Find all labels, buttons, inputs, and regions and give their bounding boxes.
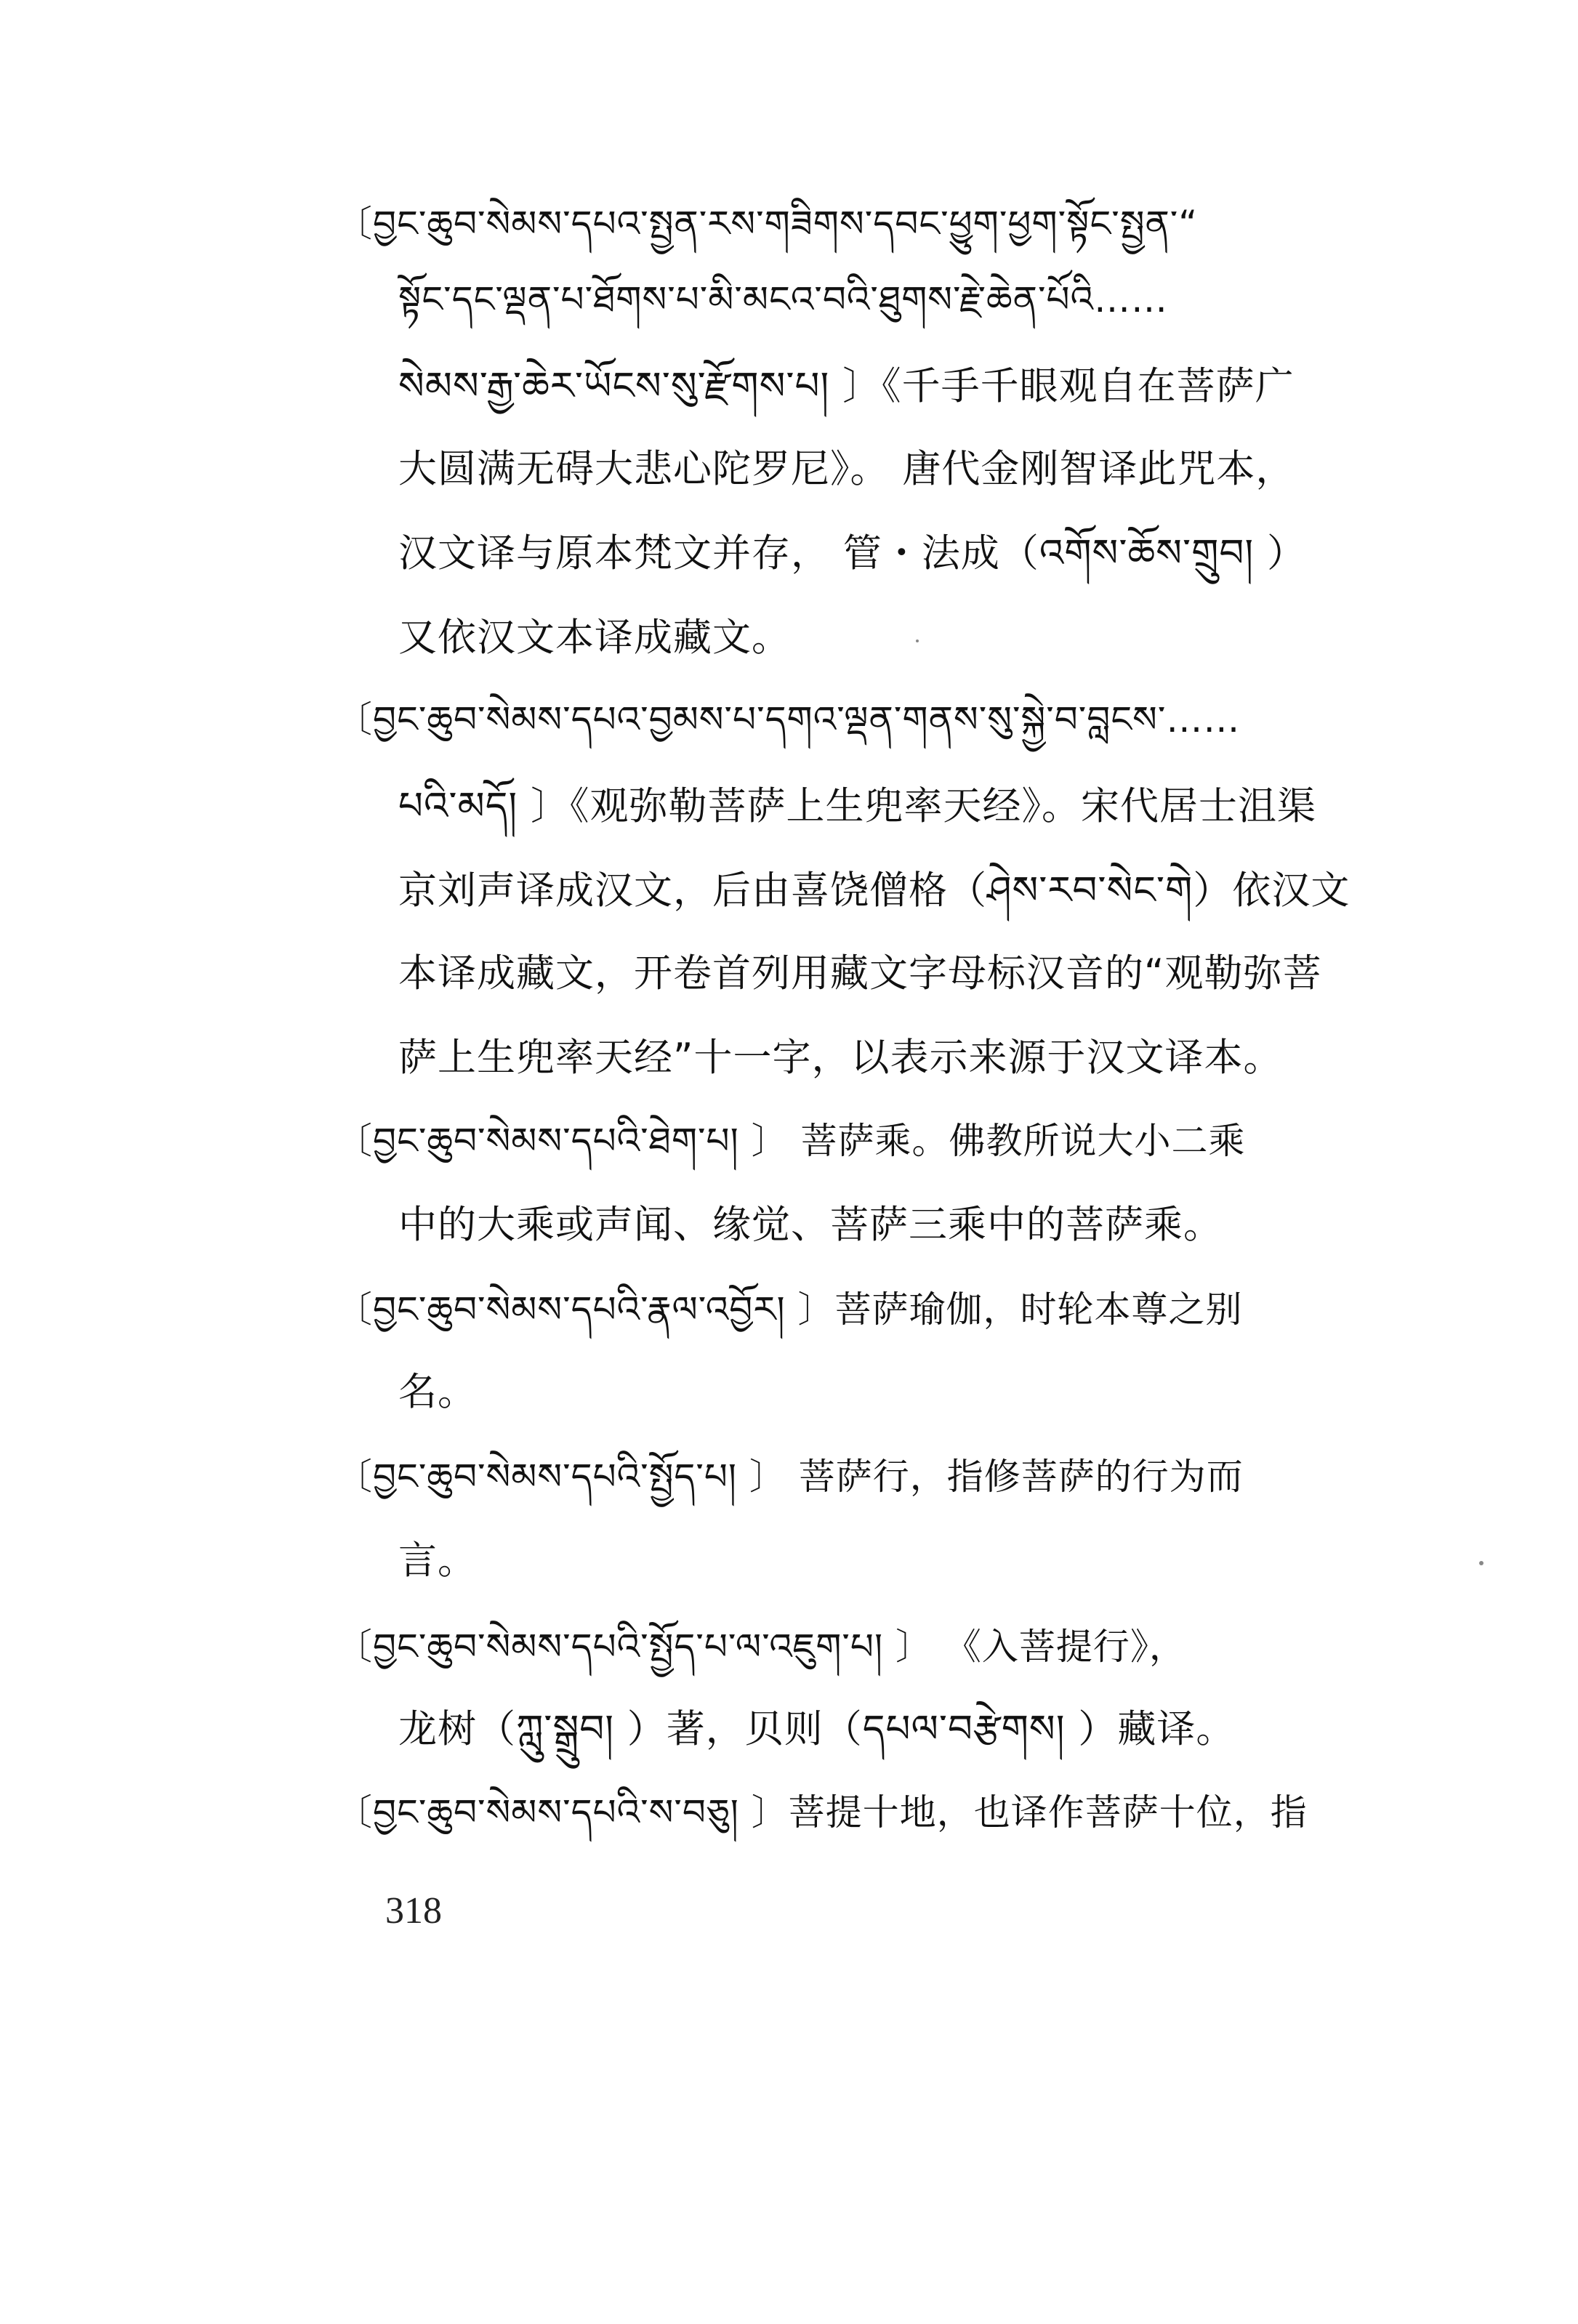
entry-line: 〔བྱང་ཆུབ་སེམས་དཔའི་ས་བཅུ། 〕菩提十地，也译作菩萨十位，指 <box>336 1791 1308 1833</box>
entry-line: 名。 <box>398 1370 477 1414</box>
entry-line: སྟོང་དང་ལྡན་པ་ཐོགས་པ་མི་མངའ་བའི་ཐུགས་རྗེ་ཆེན་པོའི…… <box>398 278 1169 320</box>
page-number: 318 <box>385 1890 442 1932</box>
entry-line: སེམས་རྒྱ་ཆེར་ཡོངས་སུ་རྫོགས་པ། 〕《千手千眼观自在菩萨广 <box>398 364 1295 408</box>
entry-line: 又依汉文本译成藏文。 <box>398 616 791 660</box>
entry-line: 〔བྱང་ཆུབ་སེམས་དཔའི་སྤྱོད་པ། 〕 菩萨行，指修菩萨的行为而 <box>336 1456 1244 1498</box>
entry-line: 萨上生兜率天经”十一字，以表示来源于汉文译本。 <box>398 1036 1283 1080</box>
entry-line: 言。 <box>398 1538 477 1583</box>
entry-line: པའི་མདོ། 〕《观弥勒菩萨上生兜率天经》。宋代居士沮渠 <box>398 784 1316 828</box>
entry-line: 〔བྱང་ཆུབ་སེམས་དཔའ་བྱམས་པ་དགའ་ལྡན་གནས་སུ་སྐྱེ་བ་བླངས་…… <box>336 698 1241 741</box>
entry-line: 汉文译与原本梵文并存， 管・法成（འགོས་ཆོས་གྲུབ། ） <box>398 531 1306 576</box>
entry-line: 龙树（ཀླུ་སྒྲུབ། ）著，贝则（དཔལ་བརྩེགས། ）藏译。 <box>398 1707 1236 1751</box>
entry-line: 中的大乘或声闻、缘觉、菩萨三乘中的菩萨乘。 <box>398 1203 1223 1247</box>
entry-line: 〔བྱང་ཆུབ་སེམས་དཔའི་ཐེག་པ། 〕 菩萨乘。佛教所说大小二乘 <box>336 1120 1246 1162</box>
entry-line: 〔བྱང་ཆུབ་སེམས་དཔའི་སྤྱོད་པ་ལ་འཇུག་པ། 〕 《入菩提行》， <box>336 1626 1186 1668</box>
entry-line: 〔བྱང་ཆུབ་སེམས་དཔའི་རྣལ་འབྱོར། 〕菩萨瑜伽，时轮本尊之别 <box>336 1288 1243 1331</box>
scan-speck <box>1479 1561 1484 1565</box>
entry-line: 本译成藏文，开卷首列用藏文字母标汉音的“观勒弥菩 <box>398 951 1322 996</box>
entry-line: 〔བྱང་ཆུབ་སེམས་དཔའ་སྤྱན་རས་གཟིགས་དབང་ཕྱུག་ཕྱག་སྟོང་སྤྱན་“ <box>336 203 1199 245</box>
scan-speck <box>916 639 919 642</box>
entry-line: 大圆满无碍大悲心陀罗尼》。 唐代金刚智译此咒本， <box>398 447 1295 491</box>
entry-line: 京刘声译成汉文，后由喜饶僧格（ཤེས་རབ་སེང་གེ）依汉文 <box>398 868 1350 913</box>
